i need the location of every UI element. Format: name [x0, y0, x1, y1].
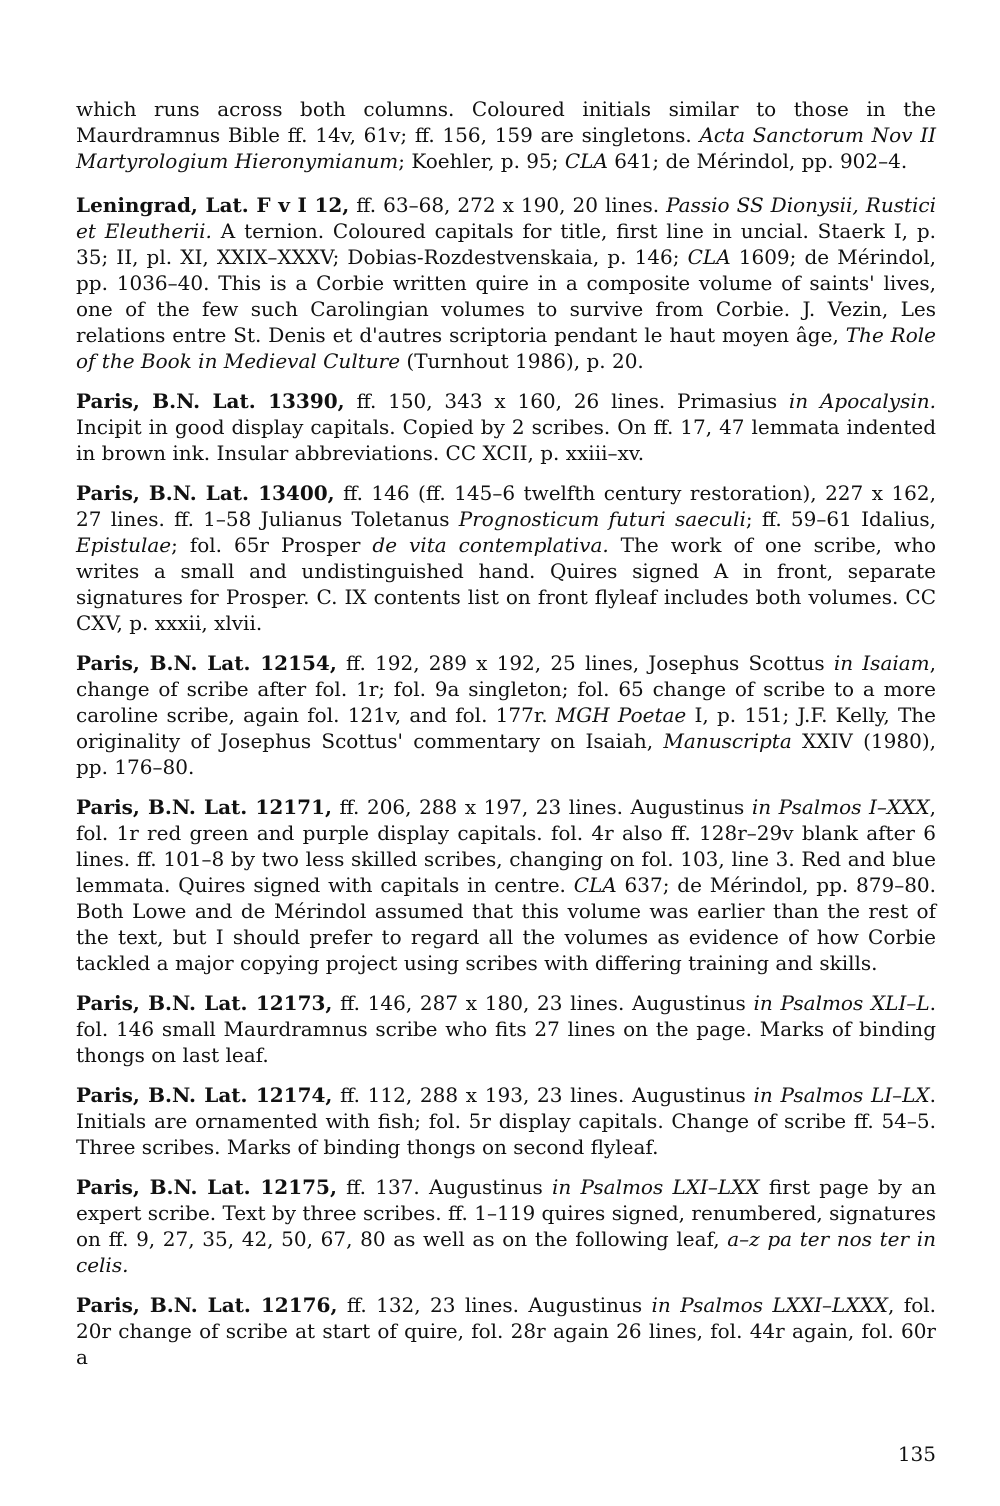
italic-title: CLA [687, 245, 731, 269]
entry-text: ff. 112, 288 x 193, 23 lines. Augustinus [332, 1083, 754, 1107]
entry-text: ff. 146, 287 x 180, 23 lines. Augustinus [332, 991, 754, 1015]
catalogue-entry [76, 480, 936, 636]
entry-text: ff. 192, 289 x 192, 25 lines, Josephus Scottus [336, 651, 834, 675]
entry-shelfmark: Paris, B.N. Lat. 13400, [76, 481, 335, 505]
entry-text: ff. 137. Augustinus [336, 1175, 552, 1199]
entry-text: 1609; de Mérindol, pp. 1036–40. This is a Corbie written quire in a composite volume of saints' lives, one of the few such Carolingian volumes to survive from Corbie. J. Vezin, Les relations entre St. Denis et d'autres scriptoria pendant le haut moyen âge, [76, 245, 936, 347]
italic-title: de vita contemplativa. [372, 533, 609, 557]
entry-text: I, p. 151; J.F. Kelly, The originality of Josephus Scottus' commentary on Isaiah, [76, 703, 936, 753]
italic-title: CLA [573, 873, 617, 897]
entry-shelfmark: Paris, B.N. Lat. 13390, [76, 389, 345, 413]
entry-text: Incipit in good display capitals. Copied by 2 scribes. On ff. 17, 47 lemmata indented in brown ink. Insular abbreviations. CC XCII, p. xxiii–xv. [76, 415, 936, 465]
catalogue-entry [76, 1082, 936, 1160]
entry-text: , fol. 1r red green and purple display capitals. fol. 4r also ff. 128r–29v blank after 6 lines. ff. 101–8 by two less skilled scribes, changing on fol. 103, line 3. Red and blue lemmata. Quires signed with capitals in centre. [76, 795, 937, 897]
italic-title: The Role of the Book in Medieval Culture [76, 323, 937, 373]
italic-title: in Isaiam [833, 651, 930, 675]
catalogue-entry [76, 96, 936, 174]
italic-title: Prognosticum futuri saeculi [458, 507, 746, 531]
italic-title: in Psalmos LI–LX [753, 1083, 930, 1107]
entry-text: first page by an expert scribe. Text by three scribes. ff. 1–119 quires signed, renumbered, signatures on ff. 9, 27, 35, 42, 50, 67, 80 as well as on the following leaf, [76, 1175, 937, 1251]
entry-shelfmark: Paris, B.N. Lat. 12171, [76, 795, 332, 819]
entry-text: A ternion. Coloured capitals for title, first line in uncial. Staerk I, p. 35; II, pl. XI, XXIX–XXXV; Dobias-Rozdestvenskaia, p. 146; [76, 219, 936, 269]
catalogue-entry [76, 192, 936, 374]
entry-text: The work of one scribe, who writes a small and undistinguished hand. Quires signed A in front, separate signatures for Prosper. C. IX contents list on front flyleaf includes both volumes. CC CXV, p. xxxii, xlvii. [76, 533, 937, 635]
entry-text: ff. 63–68, 272 x 190, 20 lines. [349, 193, 667, 217]
entry-text: 637; de Mérindol, pp. 879–80. Both Lowe and de Mérindol assumed that this volume was earlier than the rest of the text, but I should prefer to regard all the volumes as evidence of how Corbie tackled a major copying project using scribes with differing training and skills. [76, 873, 937, 975]
catalogue-entry [76, 650, 936, 780]
entry-text: 641; de Mérindol, pp. 902–4. [607, 149, 908, 173]
entry-text: , fol. 20r change of scribe at start of quire, fol. 28r again 26 lines, fol. 44r again, fol. 60r a [76, 1293, 937, 1369]
italic-title: Acta Sanctorum Nov II Martyrologium Hieronymianum [76, 123, 936, 173]
italic-title: in Psalmos LXXI–LXXX [651, 1293, 889, 1317]
italic-title: in Apocalysin. [788, 389, 936, 413]
entry-text: ff. 206, 288 x 197, 23 lines. Augustinus [331, 795, 752, 819]
catalogue-entry [76, 1292, 936, 1370]
entry-text: which runs across both columns. Coloured initials similar to those in the Maurdramnus Bible ff. 14v, 61v; ff. 156, 159 are singletons. [76, 97, 936, 147]
catalogue-entry [76, 990, 936, 1068]
entry-text: ff. 146 (ff. 145–6 twelfth century restoration), 227 x 162, 27 lines. ff. 1–58 Julianus Toletanus [76, 481, 936, 531]
italic-title: Passio SS Dionysii, Rustici et Eleutherii. [76, 193, 936, 243]
italic-title: in Psalmos XLI–L [753, 991, 930, 1015]
catalogue-entry [76, 388, 936, 466]
italic-title: in Psalmos I–XXX [751, 795, 930, 819]
entry-text: XXIV (1980), pp. 176–80. [76, 729, 936, 779]
body-text [76, 96, 936, 1384]
entry-text: (Turnhout 1986), p. 20. [400, 349, 644, 373]
entry-shelfmark: Paris, B.N. Lat. 12154, [76, 651, 337, 675]
entry-text: ; Koehler, p. 95; [398, 149, 565, 173]
entry-text: ; ff. 59–61 Idalius, [745, 507, 936, 531]
entry-shelfmark: Leningrad, Lat. F v I 12, [76, 193, 350, 217]
entry-text: ff. 132, 23 lines. Augustinus [337, 1293, 652, 1317]
page-number: 135 [897, 1442, 936, 1466]
entry-text: ff. 150, 343 x 160, 26 lines. Primasius [344, 389, 789, 413]
italic-title: CLA [564, 149, 608, 173]
italic-title: in Psalmos LXI–LXX [551, 1175, 760, 1199]
catalogue-entry [76, 1174, 936, 1278]
entry-text: . fol. 146 small Maurdramnus scribe who fits 27 lines on the page. Marks of binding thongs on last leaf. [76, 991, 937, 1067]
entry-text: ; fol. 65r Prosper [171, 533, 373, 557]
entry-shelfmark: Paris, B.N. Lat. 12174, [76, 1083, 333, 1107]
italic-title: MGH Poetae [555, 703, 687, 727]
entry-shelfmark: Paris, B.N. Lat. 12173, [76, 991, 333, 1015]
italic-title: Manuscripta [663, 729, 792, 753]
entry-shelfmark: Paris, B.N. Lat. 12175, [76, 1175, 337, 1199]
italic-title: Epistulae [76, 533, 172, 557]
entry-shelfmark: Paris, B.N. Lat. 12176, [76, 1293, 338, 1317]
entry-text: , change of scribe after fol. 1r; fol. 9a singleton; fol. 65 change of scribe to a more caroline scribe, again fol. 121v, and fol. 177r. [76, 651, 937, 727]
catalogue-entry [76, 794, 936, 976]
entry-text: . Initials are ornamented with fish; fol. 5r display capitals. Change of scribe ff. 54–5. Three scribes. Marks of binding thongs on second flyleaf. [76, 1083, 937, 1159]
italic-title: a–z pa ter nos ter in celis. [76, 1227, 936, 1277]
